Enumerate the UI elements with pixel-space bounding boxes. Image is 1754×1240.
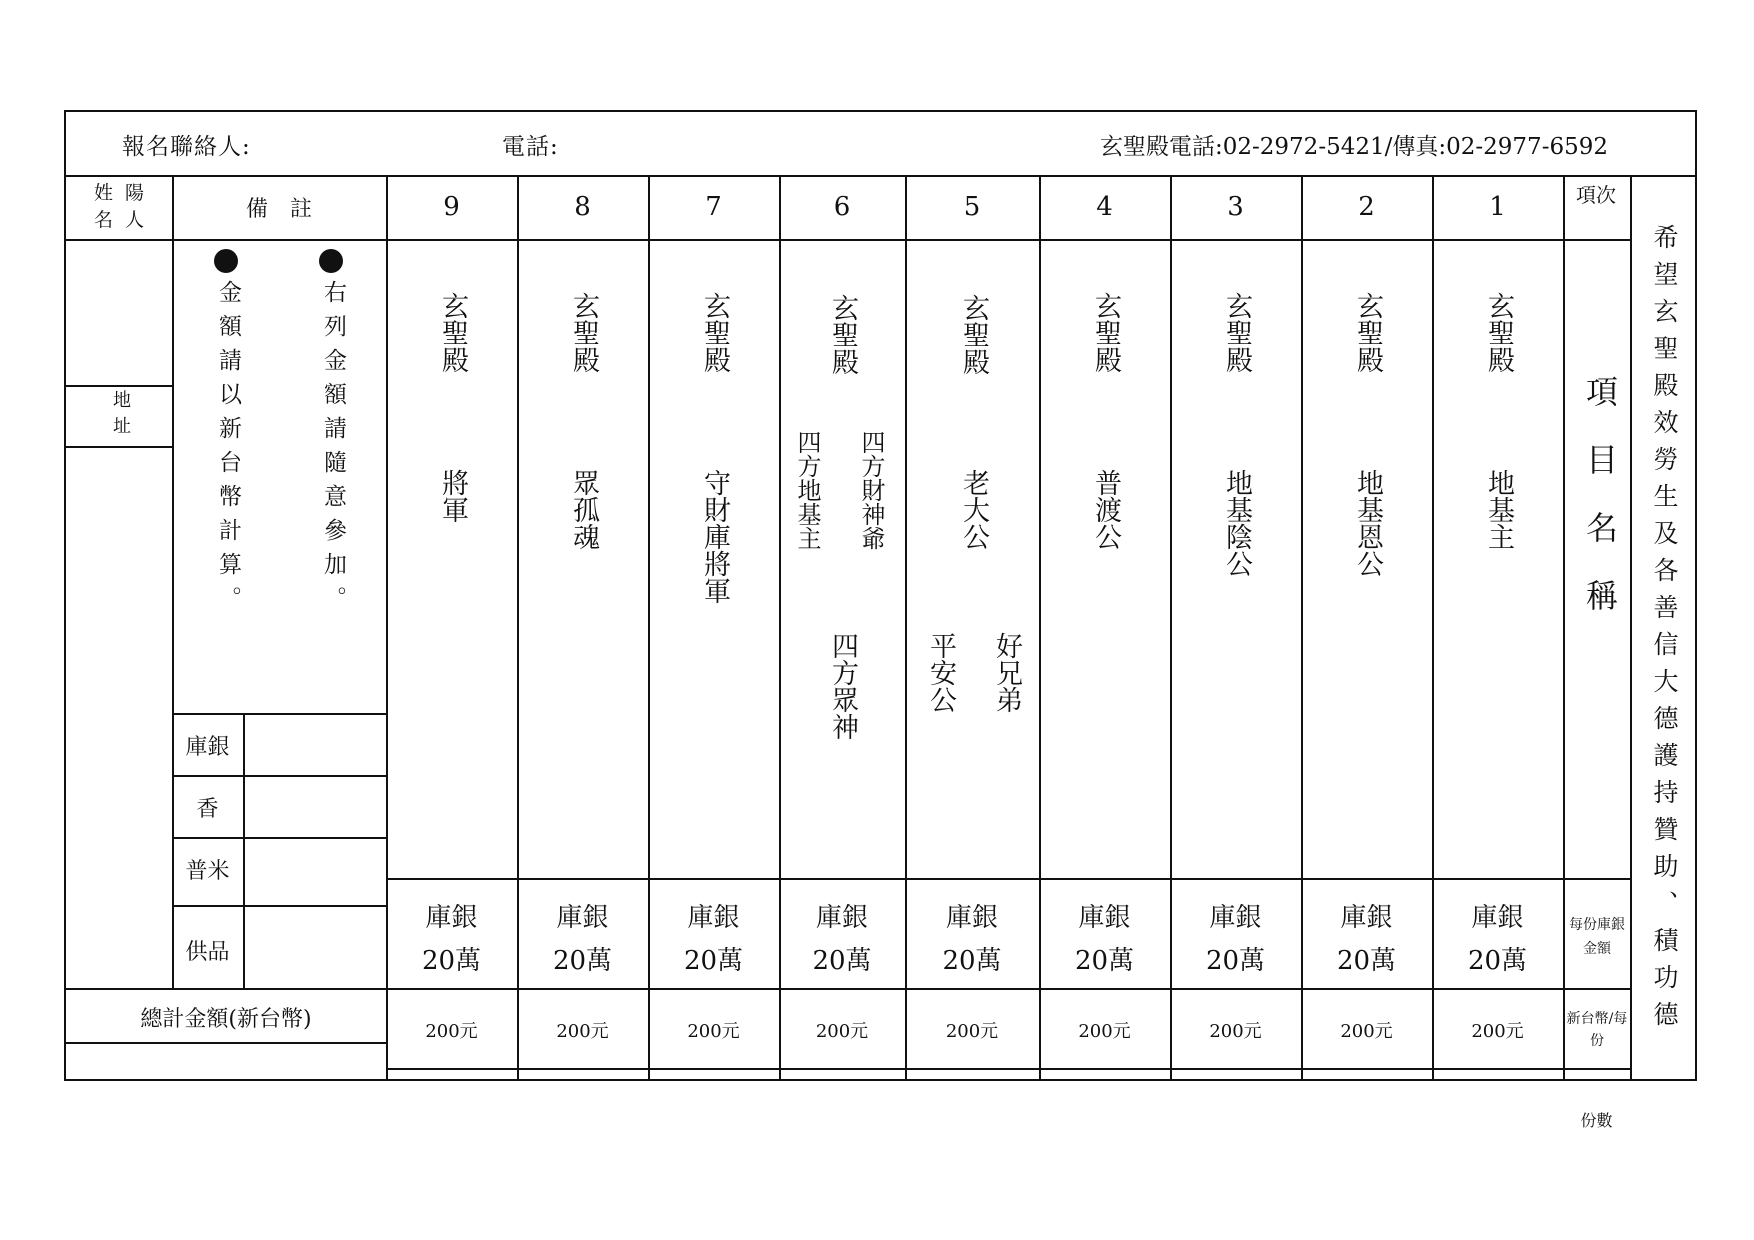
item-name-line: 玄聖殿 (1090, 292, 1121, 373)
rule-price-row (66, 988, 1630, 990)
offering-form (64, 110, 1697, 1130)
item-amount-bottom: 20萬 (1467, 946, 1528, 976)
item-amount-bottom: 20萬 (421, 946, 482, 976)
item-number: 9 (443, 192, 460, 222)
item-amount-bottom: 20萬 (1074, 946, 1135, 976)
rule-column-heads (66, 239, 1630, 241)
item-price: 200元 (1078, 1021, 1131, 1042)
price-label: 新台幣/每份 (1566, 1011, 1628, 1049)
rule-address-top (66, 385, 172, 387)
item-name-line: 將軍 (437, 469, 468, 523)
item-amount-top: 庫銀 (1078, 903, 1131, 933)
item-name-line: 地基恩公 (1352, 469, 1383, 577)
item-amount-top: 庫銀 (425, 903, 478, 933)
address-label: 地址 (110, 390, 131, 442)
item-name-line: 四方地基主 (793, 430, 821, 550)
item-amount-bottom: 20萬 (812, 946, 872, 976)
item-amount-top: 庫銀 (1209, 903, 1262, 933)
item-amount-bottom: 20萬 (1336, 946, 1397, 976)
bullet-icon (319, 249, 343, 273)
offering-label-silver: 庫銀 (185, 735, 230, 760)
item-amount-bottom: 20萬 (552, 946, 613, 976)
item-price: 200元 (687, 1021, 740, 1042)
item-name-label: 項目名稱 (1581, 375, 1619, 647)
item-name-line: 守財庫將軍 (699, 469, 730, 604)
item-number: 2 (1358, 192, 1375, 222)
item-number: 6 (833, 192, 851, 222)
item-name-line: 地基陰公 (1221, 469, 1252, 577)
bullet-icon (214, 249, 238, 273)
item-amount-top: 庫銀 (556, 903, 609, 933)
item-price: 200元 (556, 1021, 609, 1042)
rule-offering-4 (172, 905, 386, 907)
item-number: 5 (963, 192, 981, 222)
rule-total-label (66, 1042, 386, 1044)
remark-note-1: 金額請以新台幣計算。 (215, 280, 241, 620)
qty-label: 份數 (1580, 1111, 1613, 1130)
offering-label-goods: 供品 (185, 940, 230, 965)
index-label: 項次 (1576, 183, 1616, 207)
item-name-line: 好兄弟 (991, 632, 1022, 713)
item-number: 8 (574, 192, 591, 222)
item-price: 200元 (1471, 1021, 1524, 1042)
rule-qty-row (386, 1068, 1630, 1070)
remark-note-2: 右列金額請隨意參加。 (320, 280, 346, 620)
temple-contact: 玄聖殿電話:02-2972-5421/傳真:02-2977-6592 (1100, 134, 1608, 160)
item-name-line: 玄聖殿 (958, 294, 989, 375)
item-name-line: 玄聖殿 (1352, 292, 1383, 373)
item-name-line: 老大公 (958, 469, 989, 550)
rule-offering-1 (172, 713, 386, 715)
total-label: 總計金額(新台幣) (140, 1007, 312, 1032)
item-name-line: 玄聖殿 (437, 292, 468, 373)
item-amount-top: 庫銀 (945, 903, 998, 933)
item-name-line: 玄聖殿 (699, 292, 730, 373)
item-price: 200元 (1209, 1021, 1262, 1042)
item-price: 200元 (815, 1021, 869, 1042)
item-name-line: 四方財神爺 (857, 430, 885, 550)
contact-label: 報名聯絡人: (122, 134, 251, 160)
item-name-line: 四方眾神 (827, 632, 858, 740)
item-number: 1 (1489, 192, 1506, 222)
name-label: 姓 陽 名 人 (93, 182, 145, 231)
item-name-line: 地基主 (1483, 469, 1514, 550)
item-name-line: 普渡公 (1090, 469, 1121, 550)
offering-label-incense: 香 (196, 797, 219, 822)
item-name-line: 玄聖殿 (827, 294, 858, 375)
item-amount-top: 庫銀 (1340, 903, 1393, 933)
col-line-index (1563, 175, 1565, 1081)
item-number: 4 (1096, 192, 1113, 222)
col-line-dedication (1630, 175, 1632, 1081)
rule-header (66, 175, 1697, 177)
rule-address-bottom (66, 446, 172, 448)
rule-offering-2 (172, 775, 386, 777)
item-amount-top: 庫銀 (815, 903, 868, 933)
item-number: 7 (705, 192, 722, 222)
item-name-line: 玄聖殿 (568, 292, 599, 373)
item-amount-top: 庫銀 (1471, 903, 1524, 933)
item-name-line: 眾孤魂 (568, 469, 599, 550)
item-price: 200元 (1340, 1021, 1393, 1042)
rule-amount-row (386, 878, 1630, 880)
phone-label: 電話: (502, 134, 559, 160)
dedication-text: 希望玄聖殿效勞生及各善信大德護持贊助、積功德 (1650, 224, 1679, 1038)
item-name-line: 平安公 (925, 632, 956, 713)
item-name-line: 玄聖殿 (1483, 292, 1514, 373)
item-amount-bottom: 20萬 (683, 946, 744, 976)
item-amount-bottom: 20萬 (1205, 946, 1266, 976)
col-line-offering (243, 713, 245, 988)
rule-offering-3 (172, 837, 386, 839)
amount-label: 每份庫銀金額 (1569, 917, 1625, 957)
item-number: 3 (1227, 192, 1244, 222)
item-name-line: 玄聖殿 (1221, 292, 1252, 373)
item-price: 200元 (425, 1021, 478, 1042)
item-price: 200元 (945, 1021, 999, 1042)
remarks-label: 備 註 (245, 197, 312, 222)
offering-label-rice: 普米 (185, 859, 230, 884)
item-amount-bottom: 20萬 (942, 946, 1002, 976)
item-amount-top: 庫銀 (687, 903, 740, 933)
